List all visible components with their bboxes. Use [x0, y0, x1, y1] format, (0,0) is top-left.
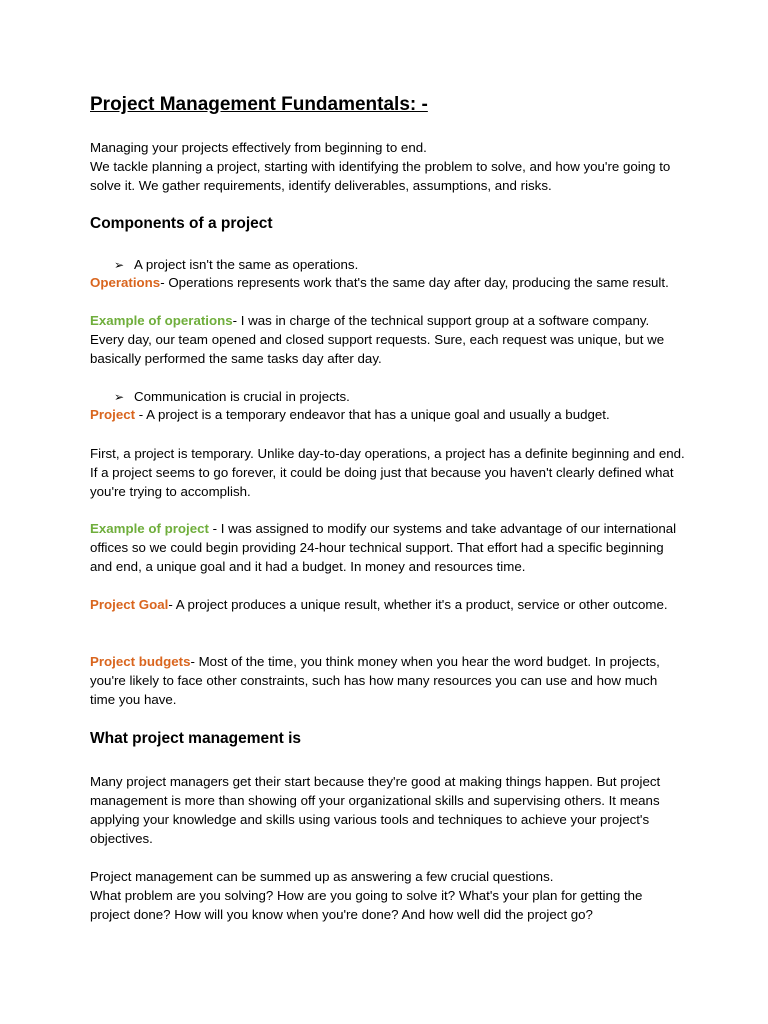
pm-paragraph-2-line-2: What problem are you solving? How are you going to solve it? What's your plan for getting the project done? How will you know when you're done? And how well did the project go? — [90, 888, 643, 922]
project-budgets-paragraph — [90, 652, 686, 709]
document-title: Project Management Fundamentals: - — [90, 94, 428, 115]
project-goal-text: - A project produces a unique result, whether it's a product, service or other outcome. — [168, 597, 668, 612]
pm-paragraph-2-line-1: Project management can be summed up as answering a few crucial questions. — [90, 869, 554, 884]
operations-text: - Operations represents work that's the same day after day, producing the same result. — [160, 275, 669, 290]
operations-term: Operations — [90, 275, 161, 290]
project-text: - A project is a temporary endeavor that has a unique goal and usually a budget. — [135, 407, 610, 422]
project-paragraph — [90, 405, 686, 424]
operations-paragraph — [90, 273, 686, 292]
components-heading: Components of a project — [90, 215, 273, 232]
project-goal-term: Project Goal — [90, 597, 169, 612]
bullet-item-operations — [114, 255, 358, 275]
project-term: Project — [90, 407, 136, 422]
example-operations-term: Example of operations — [90, 313, 233, 328]
intro-line-2: We tackle planning a project, starting with identifying the problem to solve, and how you're going to solve it. We gather requirements, identify deliverables, assumptions, and risks. — [90, 159, 671, 193]
bullet-text: A project isn't the same as operations. — [134, 257, 359, 272]
example-operations-paragraph — [90, 311, 686, 368]
bullet-text: Communication is crucial in projects. — [134, 389, 350, 404]
example-operations-text: - I was in charge of the technical support group at a software company. Every day, our team opened and closed support requests. Sure, each request was unique, but we basically performed the same tasks day after day. — [90, 313, 665, 366]
project-budgets-term: Project budgets — [90, 654, 191, 669]
example-project-paragraph — [90, 519, 686, 576]
bullet-item-communication — [114, 387, 350, 407]
first-paragraph: First, a project is temporary. Unlike day-to-day operations, a project has a definite beginning and end. If a project seems to go forever, it could be doing just that because you haven't clearly defined what you're trying to accomplish. — [90, 446, 685, 499]
project-budgets-text: - Most of the time, you think money when you hear the word budget. In projects, you're likely to face other constraints, such has how many resources you can use and how much time you have. — [90, 654, 660, 707]
pm-paragraph-1: Many project managers get their start because they're good at making things happen. But project management is more than showing off your organizational skills and supervising others. It means applying your knowledge and skills using various tools and techniques to achieve your project's objectives. — [90, 774, 661, 846]
intro-paragraph — [90, 138, 686, 195]
example-project-text: - I was assigned to modify our systems and take advantage of our international offices so we could begin providing 24-hour technical support. That effort had a specific beginning and end, a unique goal and it had a budget. In money and resources time. — [90, 521, 677, 574]
pm-paragraph-2 — [90, 867, 686, 924]
intro-line-1: Managing your projects effectively from beginning to end. — [90, 140, 427, 155]
project-goal-paragraph — [90, 595, 686, 614]
arrow-bullet-icon: ➢ — [114, 258, 125, 272]
pm-heading: What project management is — [90, 730, 302, 747]
example-project-term: Example of project — [90, 521, 209, 536]
arrow-bullet-icon: ➢ — [114, 390, 125, 404]
